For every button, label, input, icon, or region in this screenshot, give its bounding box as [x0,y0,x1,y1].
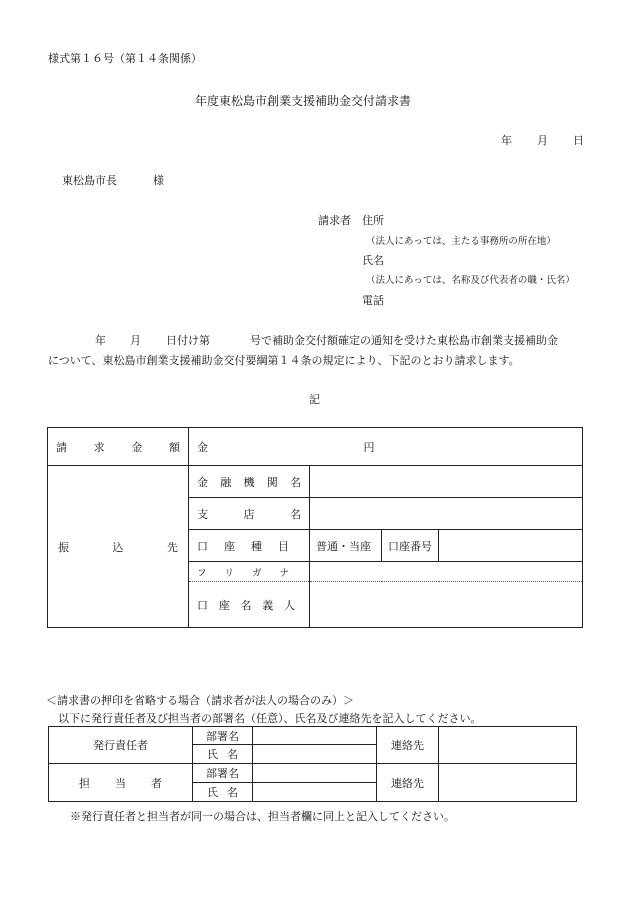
body-month: 月 [130,334,141,347]
page-title: 年度東松島市創業支援補助金交付請求書 [195,94,412,108]
date-day: 日 [573,134,584,147]
phone-label: 電話 [362,294,384,307]
issuer-name-field[interactable] [253,745,377,764]
bank-label-cell: 金 融 機 関 名 [189,466,310,498]
issuer-dept-label: 部署名 [193,727,253,745]
issuer-contact-field[interactable] [439,727,577,764]
furigana-label-cell: フ リ ガ ナ [189,562,310,582]
requester-label: 請求者 [318,214,351,227]
holder-label-cell: 口 座 名 義 人 [189,582,310,628]
account-type-label-cell: 口 座 種 目 [189,530,310,562]
date-month: 月 [537,134,548,147]
form-number: 様式第１６号（第１４条関係） [48,52,202,65]
issuer-dept-field[interactable] [253,727,377,745]
amount-label-cell: 請 求 金 額 [48,428,189,466]
issuer-name-label: 氏 名 [193,745,253,764]
issuer-label: 発行責任者 [49,727,193,764]
staff-dept-label: 部署名 [193,764,253,783]
staff-name-field[interactable] [253,783,377,802]
seal-section-note: ※発行責任者と担当者が同一の場合は、担当者欄に同上と記入してください。 [70,810,455,823]
body-day-issued: 日付け第 [166,334,210,347]
transfer-label-cell: 振 込 先 [48,466,189,628]
contact-table [48,726,577,802]
staff-label: 担 当 者 [49,764,193,802]
staff-name-label: 氏 名 [193,783,253,802]
account-number-label: 口座番号 [382,530,439,562]
body-year: 年 [95,334,106,347]
branch-name-field[interactable] [310,498,583,530]
staff-contact-label: 連絡先 [377,764,439,802]
furigana-field[interactable] [310,562,583,582]
address-note: （法人にあっては、主たる事務所の所在地） [366,236,556,247]
body-line1-rest: 号で補助金交付額確定の通知を受けた東松島市創業支援補助金 [250,334,558,347]
addressee-name: 東松島市長 [62,174,117,187]
name-note: （法人にあっては、名称及び代表者の職・氏名） [366,275,575,286]
account-type-field[interactable]: 普通・当座 [310,530,382,562]
date-year: 年 [501,134,512,147]
seal-section-instruction: 以下に発行責任者及び担当者の部署名（任意）、氏名及び連絡先を記入してください。 [58,712,482,725]
ki-label: 記 [309,393,320,406]
staff-contact-field[interactable] [439,764,577,802]
addressee-honorific: 様 [153,174,164,187]
seal-section-heading: ＜請求書の押印を省略する場合（請求者が法人の場合のみ）＞ [46,694,354,707]
amount-field[interactable]: 金 円 [189,428,583,466]
branch-label-cell: 支 店 名 [189,498,310,530]
account-holder-field[interactable] [310,582,583,628]
body-line2: について、東松島市創業支援補助金交付要綱第１４条の規定により、下記のとおり請求します。 [48,354,520,367]
name-label: 氏名 [362,254,384,267]
address-label: 住所 [362,214,384,227]
claim-table [47,427,583,628]
staff-dept-field[interactable] [253,764,377,783]
bank-name-field[interactable] [310,466,583,498]
account-number-field[interactable] [439,530,583,562]
issuer-contact-label: 連絡先 [377,727,439,764]
